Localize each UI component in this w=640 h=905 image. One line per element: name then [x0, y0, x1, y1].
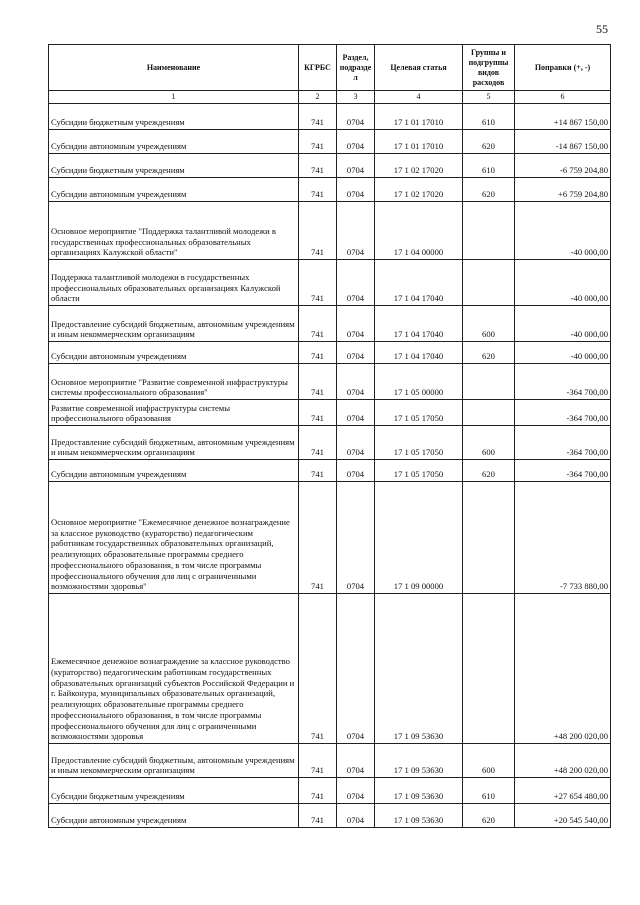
row-kgrbs: 741 [299, 804, 337, 828]
table-row [49, 426, 611, 460]
row-section: 0704 [337, 804, 375, 828]
row-article: 17 1 04 00000 [375, 202, 463, 260]
row-amount: -364 700,00 [515, 400, 611, 426]
row-section: 0704 [337, 460, 375, 482]
header-kgrbs: КГРБС [299, 45, 337, 91]
row-amount: -6 759 204,80 [515, 154, 611, 178]
header-section: Раздел, подразде л [337, 45, 375, 91]
row-name: Предоставление субсидий бюджетным, автономным учреждениям и иным некоммерческим организациям [49, 426, 299, 460]
row-article: 17 1 05 17050 [375, 426, 463, 460]
row-expense-group: 620 [463, 460, 515, 482]
row-name: Субсидии бюджетным учреждениям [49, 104, 299, 130]
table-row [49, 130, 611, 154]
column-number-row [49, 91, 611, 104]
row-article: 17 1 02 17020 [375, 154, 463, 178]
row-section: 0704 [337, 426, 375, 460]
row-name: Субсидии автономным учреждениям [49, 178, 299, 202]
page-number: 55 [596, 22, 608, 36]
row-expense-group [463, 364, 515, 400]
row-section: 0704 [337, 778, 375, 804]
row-expense-group [463, 400, 515, 426]
row-name: Основное мероприятие "Поддержка талантливой молодежи в государственных профессиональных образовательных организациях Калужской области" [49, 202, 299, 260]
row-name: Поддержка талантливой молодежи в государственных профессиональных образовательных организациях Калужской области [49, 260, 299, 306]
row-amount: -40 000,00 [515, 306, 611, 342]
table-body [49, 104, 611, 828]
row-amount: -364 700,00 [515, 364, 611, 400]
row-kgrbs: 741 [299, 202, 337, 260]
row-section: 0704 [337, 400, 375, 426]
row-amount: +20 545 540,00 [515, 804, 611, 828]
row-amount: +27 654 480,00 [515, 778, 611, 804]
row-amount: +48 200 020,00 [515, 744, 611, 778]
row-amount: -364 700,00 [515, 426, 611, 460]
table-row [49, 778, 611, 804]
column-number: 4 [375, 91, 463, 104]
header-article: Целевая статья [375, 45, 463, 91]
row-kgrbs: 741 [299, 154, 337, 178]
row-article: 17 1 01 17010 [375, 104, 463, 130]
table-row [49, 482, 611, 594]
row-amount: -40 000,00 [515, 202, 611, 260]
row-section: 0704 [337, 178, 375, 202]
row-expense-group: 600 [463, 744, 515, 778]
column-number: 1 [49, 91, 299, 104]
row-article: 17 1 09 53630 [375, 594, 463, 744]
header-expense-group: Группы и подгруппы видов расходов [463, 45, 515, 91]
table-row [49, 104, 611, 130]
row-amount: +6 759 204,80 [515, 178, 611, 202]
row-expense-group: 610 [463, 154, 515, 178]
row-expense-group: 620 [463, 130, 515, 154]
column-number: 6 [515, 91, 611, 104]
row-kgrbs: 741 [299, 342, 337, 364]
table-row [49, 460, 611, 482]
table-row [49, 154, 611, 178]
row-section: 0704 [337, 260, 375, 306]
table-row [49, 260, 611, 306]
row-amount: -14 867 150,00 [515, 130, 611, 154]
row-expense-group: 600 [463, 426, 515, 460]
row-kgrbs: 741 [299, 460, 337, 482]
row-expense-group [463, 594, 515, 744]
row-article: 17 1 02 17020 [375, 178, 463, 202]
header-row [49, 45, 611, 91]
table-row [49, 178, 611, 202]
row-kgrbs: 741 [299, 400, 337, 426]
row-kgrbs: 741 [299, 178, 337, 202]
column-number: 3 [337, 91, 375, 104]
table-row [49, 400, 611, 426]
row-kgrbs: 741 [299, 778, 337, 804]
row-section: 0704 [337, 482, 375, 594]
row-name: Субсидии автономным учреждениям [49, 804, 299, 828]
table-row [49, 342, 611, 364]
row-expense-group: 620 [463, 178, 515, 202]
row-expense-group: 610 [463, 104, 515, 130]
row-section: 0704 [337, 104, 375, 130]
row-article: 17 1 09 53630 [375, 778, 463, 804]
row-expense-group: 600 [463, 306, 515, 342]
row-expense-group [463, 260, 515, 306]
header-amendments: Поправки (+, -) [515, 45, 611, 91]
row-expense-group: 620 [463, 804, 515, 828]
row-kgrbs: 741 [299, 260, 337, 306]
row-kgrbs: 741 [299, 594, 337, 744]
header-name: Наименование [49, 45, 299, 91]
row-article: 17 1 04 17040 [375, 342, 463, 364]
row-name: Развитие современной инфраструктуры системы профессионального образования [49, 400, 299, 426]
row-article: 17 1 05 17050 [375, 400, 463, 426]
row-expense-group: 620 [463, 342, 515, 364]
row-article: 17 1 05 00000 [375, 364, 463, 400]
table-row [49, 594, 611, 744]
row-name: Субсидии бюджетным учреждениям [49, 154, 299, 178]
row-section: 0704 [337, 594, 375, 744]
row-section: 0704 [337, 154, 375, 178]
row-kgrbs: 741 [299, 426, 337, 460]
row-name: Субсидии бюджетным учреждениям [49, 778, 299, 804]
row-section: 0704 [337, 364, 375, 400]
row-section: 0704 [337, 130, 375, 154]
row-name: Предоставление субсидий бюджетным, автономным учреждениям и иным некоммерческим организациям [49, 306, 299, 342]
row-amount: -40 000,00 [515, 342, 611, 364]
row-section: 0704 [337, 202, 375, 260]
row-section: 0704 [337, 744, 375, 778]
row-section: 0704 [337, 342, 375, 364]
row-expense-group [463, 202, 515, 260]
row-expense-group: 610 [463, 778, 515, 804]
row-article: 17 1 01 17010 [375, 130, 463, 154]
table-row [49, 306, 611, 342]
row-article: 17 1 04 17040 [375, 306, 463, 342]
row-article: 17 1 05 17050 [375, 460, 463, 482]
row-amount: -40 000,00 [515, 260, 611, 306]
row-name: Основное мероприятие "Развитие современной инфраструктуры системы профессионального образования" [49, 364, 299, 400]
row-amount: -364 700,00 [515, 460, 611, 482]
budget-amendments-table [48, 44, 611, 828]
row-article: 17 1 09 53630 [375, 804, 463, 828]
row-kgrbs: 741 [299, 130, 337, 154]
row-article: 17 1 04 17040 [375, 260, 463, 306]
row-kgrbs: 741 [299, 364, 337, 400]
row-section: 0704 [337, 306, 375, 342]
row-kgrbs: 741 [299, 104, 337, 130]
row-name: Субсидии автономным учреждениям [49, 342, 299, 364]
column-number: 5 [463, 91, 515, 104]
table-row [49, 364, 611, 400]
row-name: Ежемесячное денежное вознаграждение за классное руководство (кураторство) педагогическим работникам государственных образовательных организаций субъектов Российской Федерации и г. Байконура, муниципальных образовательных организаций, реализующих образовательные программы среднего профессионального образования, в том числе программы профессионального обучения для лиц с ограниченными возможностями здоровья [49, 594, 299, 744]
row-article: 17 1 09 53630 [375, 744, 463, 778]
column-number: 2 [299, 91, 337, 104]
row-article: 17 1 09 00000 [375, 482, 463, 594]
row-amount: +48 200 020,00 [515, 594, 611, 744]
row-kgrbs: 741 [299, 482, 337, 594]
table-row [49, 744, 611, 778]
row-expense-group [463, 482, 515, 594]
row-name: Предоставление субсидий бюджетным, автономным учреждениям и иным некоммерческим организациям [49, 744, 299, 778]
row-name: Субсидии автономным учреждениям [49, 460, 299, 482]
row-name: Основное мероприятие "Ежемесячное денежное вознаграждение за классное руководство (кураторство) педагогическим работникам государственных образовательных организаций, реализующих образовательные программы среднего профессионального образования, в том числе программы профессионального обучения для лиц с ограниченными возможностями здоровья" [49, 482, 299, 594]
row-kgrbs: 741 [299, 744, 337, 778]
row-amount: -7 733 880,00 [515, 482, 611, 594]
table-row [49, 804, 611, 828]
row-kgrbs: 741 [299, 306, 337, 342]
table-row [49, 202, 611, 260]
row-name: Субсидии автономным учреждениям [49, 130, 299, 154]
row-amount: +14 867 150,00 [515, 104, 611, 130]
